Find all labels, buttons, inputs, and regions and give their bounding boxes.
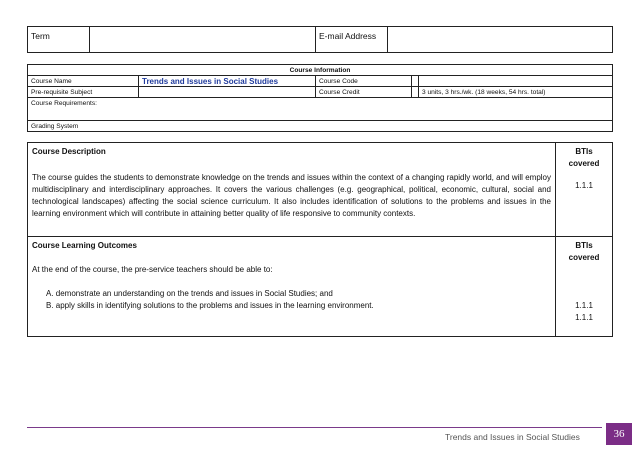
prereq-value: [139, 87, 316, 98]
course-outcomes-intro: At the end of the course, the pre-service teachers should be able to:: [32, 265, 273, 274]
course-description-text: The course guides the students to demonstrate knowledge on the trends and issues within the context of a changing rapidly world, and will employ multidisciplinary and interdisciplinary approaches. It covers the various challenges (e.g. geographical, political, economic, cultural, social and technological landscapes) affecting the social science curriculum. It also includes identification of solutions to the problems and issues in the learning environment which will contribute in attaining better quality of life responsive to community contexts.: [32, 173, 551, 218]
course-information-table: [27, 64, 613, 132]
course-description-title: Course Description: [32, 147, 106, 156]
term-value: [90, 27, 316, 53]
description-btis-value: 1.1.1: [575, 181, 593, 190]
course-credit-value: 3 units, 3 hrs./wk. (18 weeks, 54 hrs. total): [419, 87, 613, 98]
outcomes-btis-header: BTIs covered: [568, 241, 600, 262]
footer-divider: [27, 427, 602, 428]
description-btis-cell: [556, 143, 613, 237]
description-btis-header: BTIs covered: [568, 147, 600, 168]
outcome-item: A. demonstrate an understanding on the trends and issues in Social Studies; and: [46, 289, 333, 298]
course-name-label: Course Name: [28, 76, 139, 87]
course-code-value: [419, 76, 613, 87]
course-description-cell: [28, 143, 556, 237]
email-value: [388, 27, 613, 53]
course-description-row: [28, 143, 613, 237]
outcome-item: B. apply skills in identifying solutions to the problems and issues in the learning environment.: [46, 301, 374, 310]
course-requirements-label: Course Requirements:: [28, 98, 613, 121]
page-number: 36: [606, 423, 632, 445]
outcomes-btis-value: 1.1.1: [575, 301, 593, 310]
description-outcomes-table: [27, 142, 613, 337]
outcomes-btis-value: 1.1.1: [575, 313, 593, 322]
course-name-value: Trends and Issues in Social Studies: [139, 76, 316, 87]
course-outcomes-title: Course Learning Outcomes: [32, 241, 137, 250]
course-outcomes-cell: [28, 237, 556, 337]
grading-system-label: Grading System: [28, 121, 613, 132]
course-credit-label: Course Credit: [316, 87, 412, 98]
email-label: E-mail Address: [316, 27, 388, 53]
term-label: Term: [28, 27, 90, 53]
footer-title: Trends and Issues in Social Studies: [445, 432, 580, 442]
course-information-header: Course Information: [28, 65, 613, 76]
prereq-label: Pre-requisite Subject: [28, 87, 139, 98]
outcomes-btis-cell: [556, 237, 613, 337]
course-outcomes-row: [28, 237, 613, 337]
course-code-label: Course Code: [316, 76, 412, 87]
term-email-table: [27, 26, 613, 53]
